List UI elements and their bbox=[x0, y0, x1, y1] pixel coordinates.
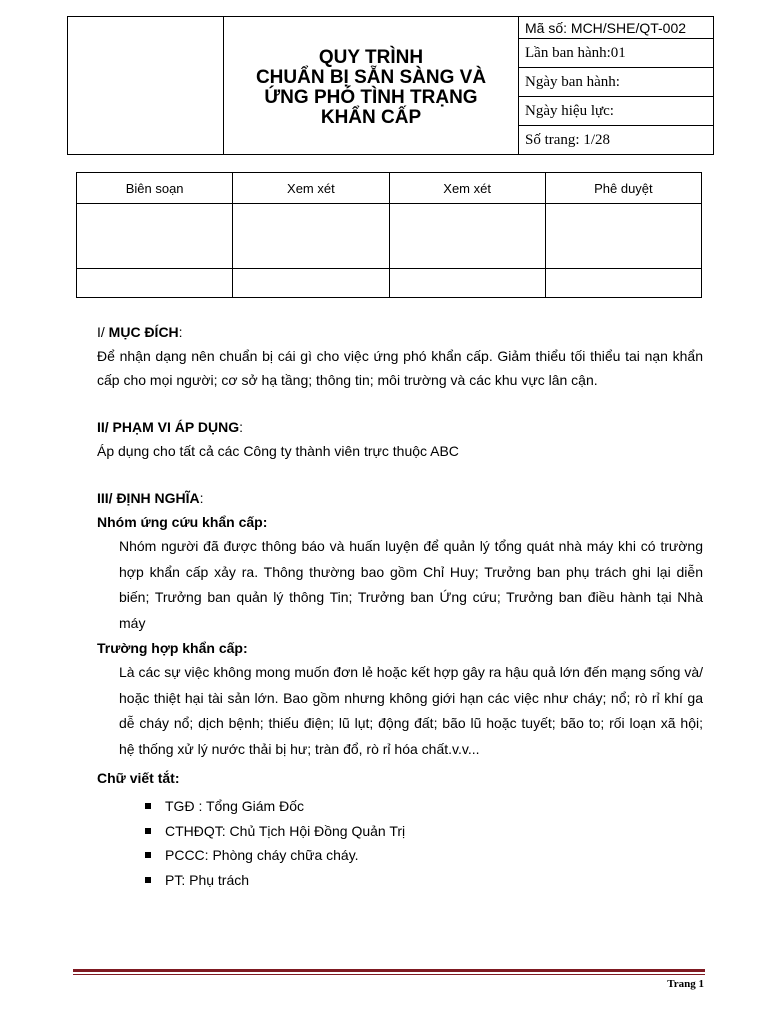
name-cell bbox=[233, 269, 389, 298]
title-line: QUY TRÌNH bbox=[318, 46, 424, 68]
heading-colon: : bbox=[178, 324, 183, 340]
section-purpose-text: Để nhận dạng nên chuẩn bị cái gì cho việc ứng phó khẩn cấp. Giảm thiểu tối thiểu tai nạn khẩn cấp cho mọi người; cơ sở hạ tầng; thông tin; môi trường và các khu vực lân cận. bbox=[97, 348, 703, 388]
page-count: Số trang: 1/28 bbox=[525, 131, 610, 148]
signature-cell bbox=[233, 204, 389, 269]
abbreviations-title: Chữ viết tắt: bbox=[97, 770, 180, 786]
approval-column-header: Phê duyệt bbox=[545, 173, 701, 204]
signature-row bbox=[77, 204, 702, 269]
definition-emergency-text: Là các sự việc không mong muốn đơn lẻ hoặc kết hợp gây ra hậu quả lớn đến mạng sống và/ hoặc thiệt hại tài sản lớn. Bao gồm nhưng không giới hạn các việc như cháy; nổ; rò rỉ khí ga dễ cháy nổ; dịch bệnh; thiếu điện; lũ lụt; động đất; bão lũ hoặc tuyết; bão to; rối loạn xã hội; hệ thống xử lý nước thải bị hư; tràn đổ, rò rỉ hóa chất.v.v... bbox=[119, 664, 703, 757]
document-title bbox=[256, 44, 486, 128]
footer-rule-thin bbox=[73, 974, 705, 975]
list-item: TGĐ : Tổng Giám Đốc bbox=[145, 794, 703, 819]
name-cell bbox=[545, 269, 701, 298]
approval-column-header: Biên soạn bbox=[77, 173, 233, 204]
title-line: CHUẨN BỊ SẴN SÀNG VÀ bbox=[255, 66, 487, 88]
abbreviations-list bbox=[97, 794, 703, 892]
title-line: ỨNG PHÓ TÌNH TRẠNG bbox=[264, 86, 478, 108]
signature-cell bbox=[389, 204, 545, 269]
revision: Lần ban hành:01 bbox=[519, 39, 713, 68]
section-number: I/ bbox=[97, 324, 109, 340]
section-title: II/ PHẠM VI ÁP DỤNG bbox=[97, 419, 240, 435]
approval-column-header: Xem xét bbox=[389, 173, 545, 204]
name-row bbox=[77, 269, 702, 298]
section-definitions-heading bbox=[97, 486, 703, 510]
effective-date: Ngày hiệu lực: bbox=[519, 97, 713, 126]
signature-cell bbox=[77, 204, 233, 269]
definition-team-text: Nhóm người đã được thông báo và huấn luyện để quản lý tổng quát nhà máy khi có trường hợp khẩn cấp xảy ra. Thông thường bao gồm Chỉ Huy; Trưởng ban phụ trách ghi lại diễn biến; Trưởng ban quản lý thông Tin; Trưởng ban Ứng cứu; Trưởng ban điều hành tại Nhà máy bbox=[119, 538, 703, 631]
section-scope-text: Áp dụng cho tất cả các Công ty thành viên trực thuộc ABC bbox=[97, 443, 459, 459]
name-cell bbox=[77, 269, 233, 298]
logo-cell bbox=[68, 17, 224, 154]
heading-colon: : bbox=[239, 419, 243, 435]
doc-code: Mã số: MCH/SHE/QT-002 bbox=[519, 17, 713, 39]
section-purpose-heading bbox=[97, 320, 703, 344]
definition-emergency-title: Trường hợp khẩn cấp: bbox=[97, 640, 248, 656]
heading-colon: : bbox=[199, 490, 204, 506]
title-line: KHẨN CẤP bbox=[320, 106, 422, 128]
document-header-table bbox=[67, 16, 714, 155]
section-title: III/ ĐỊNH NGHĨA bbox=[97, 490, 200, 506]
document-info-cell bbox=[519, 17, 713, 154]
document-body bbox=[97, 320, 703, 892]
approval-column-header: Xem xét bbox=[233, 173, 389, 204]
signature-cell bbox=[545, 204, 701, 269]
issue-date: Ngày ban hành: bbox=[519, 68, 713, 97]
list-item: PT: Phụ trách bbox=[145, 868, 703, 893]
page-number: Trang 1 bbox=[667, 978, 704, 990]
section-scope-heading bbox=[97, 415, 703, 439]
title-cell bbox=[224, 17, 519, 154]
definition-team-title: Nhóm ứng cứu khẩn cấp: bbox=[97, 514, 268, 530]
list-item: PCCC: Phòng cháy chữa cháy. bbox=[145, 843, 703, 868]
list-item: CTHĐQT: Chủ Tịch Hội Đồng Quản Trị bbox=[145, 819, 703, 844]
approval-header-row bbox=[77, 173, 702, 204]
footer-rule bbox=[73, 969, 705, 972]
approval-table bbox=[76, 172, 702, 298]
name-cell bbox=[389, 269, 545, 298]
section-title: MỤC ĐÍCH bbox=[108, 324, 179, 340]
